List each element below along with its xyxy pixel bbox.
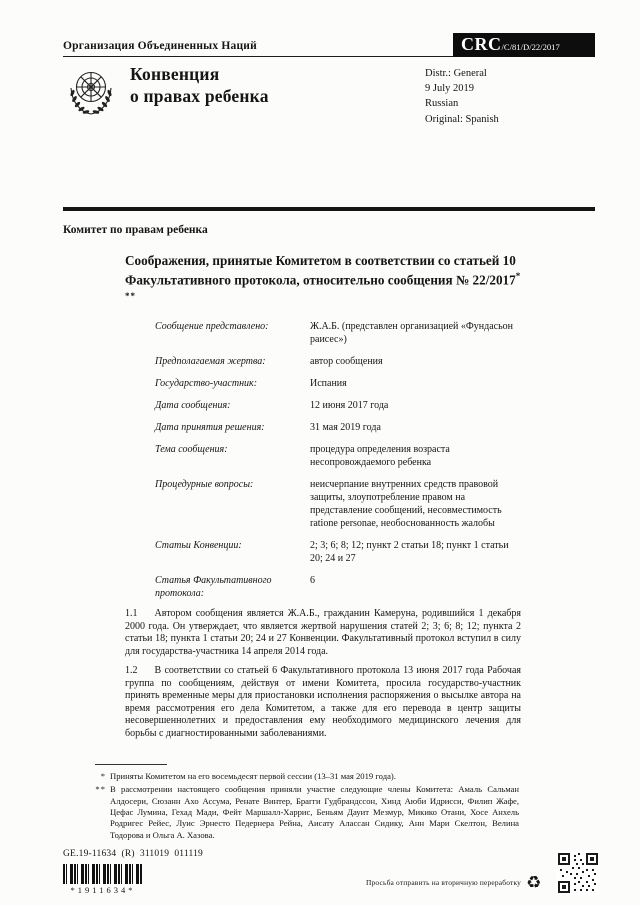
ge-number: GE.19-11634 (R) 311019 011119 xyxy=(63,849,204,859)
document-symbol-prefix: CRC xyxy=(461,34,502,54)
barcode xyxy=(63,864,143,895)
footnotes-section xyxy=(95,764,519,843)
distr-type: Distr.: General xyxy=(425,68,487,79)
footnote-2 xyxy=(95,784,519,841)
meta-row-date-of-decision xyxy=(155,421,523,434)
un-org-name: Организация Объединенных Наций xyxy=(63,40,257,52)
case-metadata xyxy=(155,320,523,609)
recycle-text: Просьба отправить на вторичную переработку xyxy=(366,878,522,887)
paragraph-text: В соответствии со статьей 6 Факультативного протокола 13 июня 2017 года Рабочая группа по сообщениям, действуя от имени Комитета, просила государство-участник принять временные меры для приостановки исполнения распоряжения о высылке автора на время рассмотрения его дела Комитетом, а также для его перевода в центр защиты несовершеннолетних и предоставления ему необходимого медицинского лечения для борьбы с диагностированными заболеваниями. xyxy=(125,665,521,739)
meta-row-state-party xyxy=(155,377,523,390)
convention-title xyxy=(130,63,269,108)
barcode-text: *1911634* xyxy=(70,885,136,895)
meta-label: Дата сообщения: xyxy=(155,400,231,411)
footnote-divider xyxy=(95,764,167,765)
distr-date: 9 July 2019 xyxy=(425,83,475,95)
meta-value: 2; 3; 6; 8; 12; пункт 2 статьи 18; пункт 1 статьи 20; 24 и 27 xyxy=(310,540,509,564)
meta-value: 6 xyxy=(310,575,315,586)
meta-value: 12 июня 2017 года xyxy=(310,400,389,411)
meta-label: Статья Факультативного протокола: xyxy=(155,575,272,599)
document-title-text: Соображения, принятые Комитетом в соответствии со статьей 10 Факультативного протокола, относительно сообщения № 22/2017 xyxy=(125,253,516,288)
document-symbol-suffix: /C/81/D/22/2017 xyxy=(501,42,560,52)
meta-row-procedural-issues xyxy=(155,478,523,530)
meta-label: Процедурные вопросы: xyxy=(155,479,254,490)
title-footnote-references: * ** xyxy=(125,271,522,302)
meta-label: Дата принятия решения: xyxy=(155,422,265,433)
footnote-marker: * xyxy=(100,771,106,781)
paragraph-1-2 xyxy=(125,665,521,740)
convention-title-line1: Конвенция xyxy=(130,64,220,84)
footnote-text: Приняты Комитетом на его восемьдесят первой сессии (13–31 мая 2019 года). xyxy=(110,771,396,781)
meta-value: неисчерпание внутренних средств правовой защиты, злоупотребление правом на представление сообщений, несовместимость ratione personae, необоснованность жалобы xyxy=(310,479,502,529)
masthead xyxy=(63,62,595,128)
barcode-bars xyxy=(63,864,143,884)
distribution-info xyxy=(425,66,499,127)
header-divider xyxy=(63,207,595,211)
convention-title-line2: о правах ребенка xyxy=(130,86,269,107)
meta-row-convention-articles xyxy=(155,539,523,565)
distr-original: Original: Spanish xyxy=(425,113,499,125)
qr-code xyxy=(556,851,600,895)
document-header xyxy=(63,34,595,57)
document-symbol-box xyxy=(453,33,595,57)
footnote-1 xyxy=(95,771,519,782)
meta-value: процедура определения возраста несопровождаемого ребенка xyxy=(310,444,450,468)
paragraph-text: Автором сообщения является Ж.А.Б., гражданин Камеруна, родившийся 1 декабря 2000 года. Он утверждает, что является жертвой нарушения статей 2; 3; 6; 8; 12; пункта 2 статьи 18; пункта 1 статьи 20; 24 и 27 Конвенции. Факультативный протокол вступил в силу для государства-участника 14 апреля 2014 года. xyxy=(125,608,521,657)
meta-row-submitted-by xyxy=(155,320,523,346)
meta-label: Статьи Конвенции: xyxy=(155,540,242,551)
un-emblem-icon xyxy=(63,64,119,122)
committee-name: Комитет по правам ребенка xyxy=(63,224,208,236)
paragraph-number: 1.1 xyxy=(125,608,138,619)
meta-value: Ж.А.Б. (представлен организацией «Фундасьон раисес») xyxy=(310,321,513,345)
document-title xyxy=(125,252,523,310)
paragraph-1-1 xyxy=(125,608,521,658)
meta-row-alleged-victim xyxy=(155,355,523,368)
paragraph-number: 1.2 xyxy=(125,665,138,676)
footnote-marker: ** xyxy=(95,784,106,795)
meta-value: 31 мая 2019 года xyxy=(310,422,381,433)
meta-row-date-of-communication xyxy=(155,399,523,412)
distr-language: Russian xyxy=(425,98,459,110)
meta-value: автор сообщения xyxy=(310,356,383,367)
recycle-icon: ♻ xyxy=(526,873,542,892)
meta-row-protocol-article xyxy=(155,574,523,600)
meta-label: Тема сообщения: xyxy=(155,444,228,455)
meta-label: Предполагаемая жертва: xyxy=(155,356,266,367)
recycle-note xyxy=(366,874,542,891)
meta-label: Государство-участник: xyxy=(155,378,258,389)
meta-label: Сообщение представлено: xyxy=(155,321,269,332)
body-paragraphs xyxy=(125,608,521,740)
meta-row-subject xyxy=(155,443,523,469)
meta-value: Испания xyxy=(310,378,347,389)
footnote-text: В рассмотрении настоящего сообщения приняли участие следующие члены Комитета: Амаль Сальман Алдосери, Сюзанн Ахо Ассума, Ренате Винтер, Брагги Гудбрандссон, Хинд Аюби Идрисси, Филип Жафе, Цефас Лумина, Гехад Мади, Фейт Маршалл-Харрис, Беньям Дауит Мезмур, Микико Отани, Хосе Анхель Родригес Рейес, Луис Эрнесто Педернера Рейна, Аисату Алассан Сидику, Анн Мари Скелтон, Велина Тодорова и Ольга А. Хазова. xyxy=(110,784,519,840)
